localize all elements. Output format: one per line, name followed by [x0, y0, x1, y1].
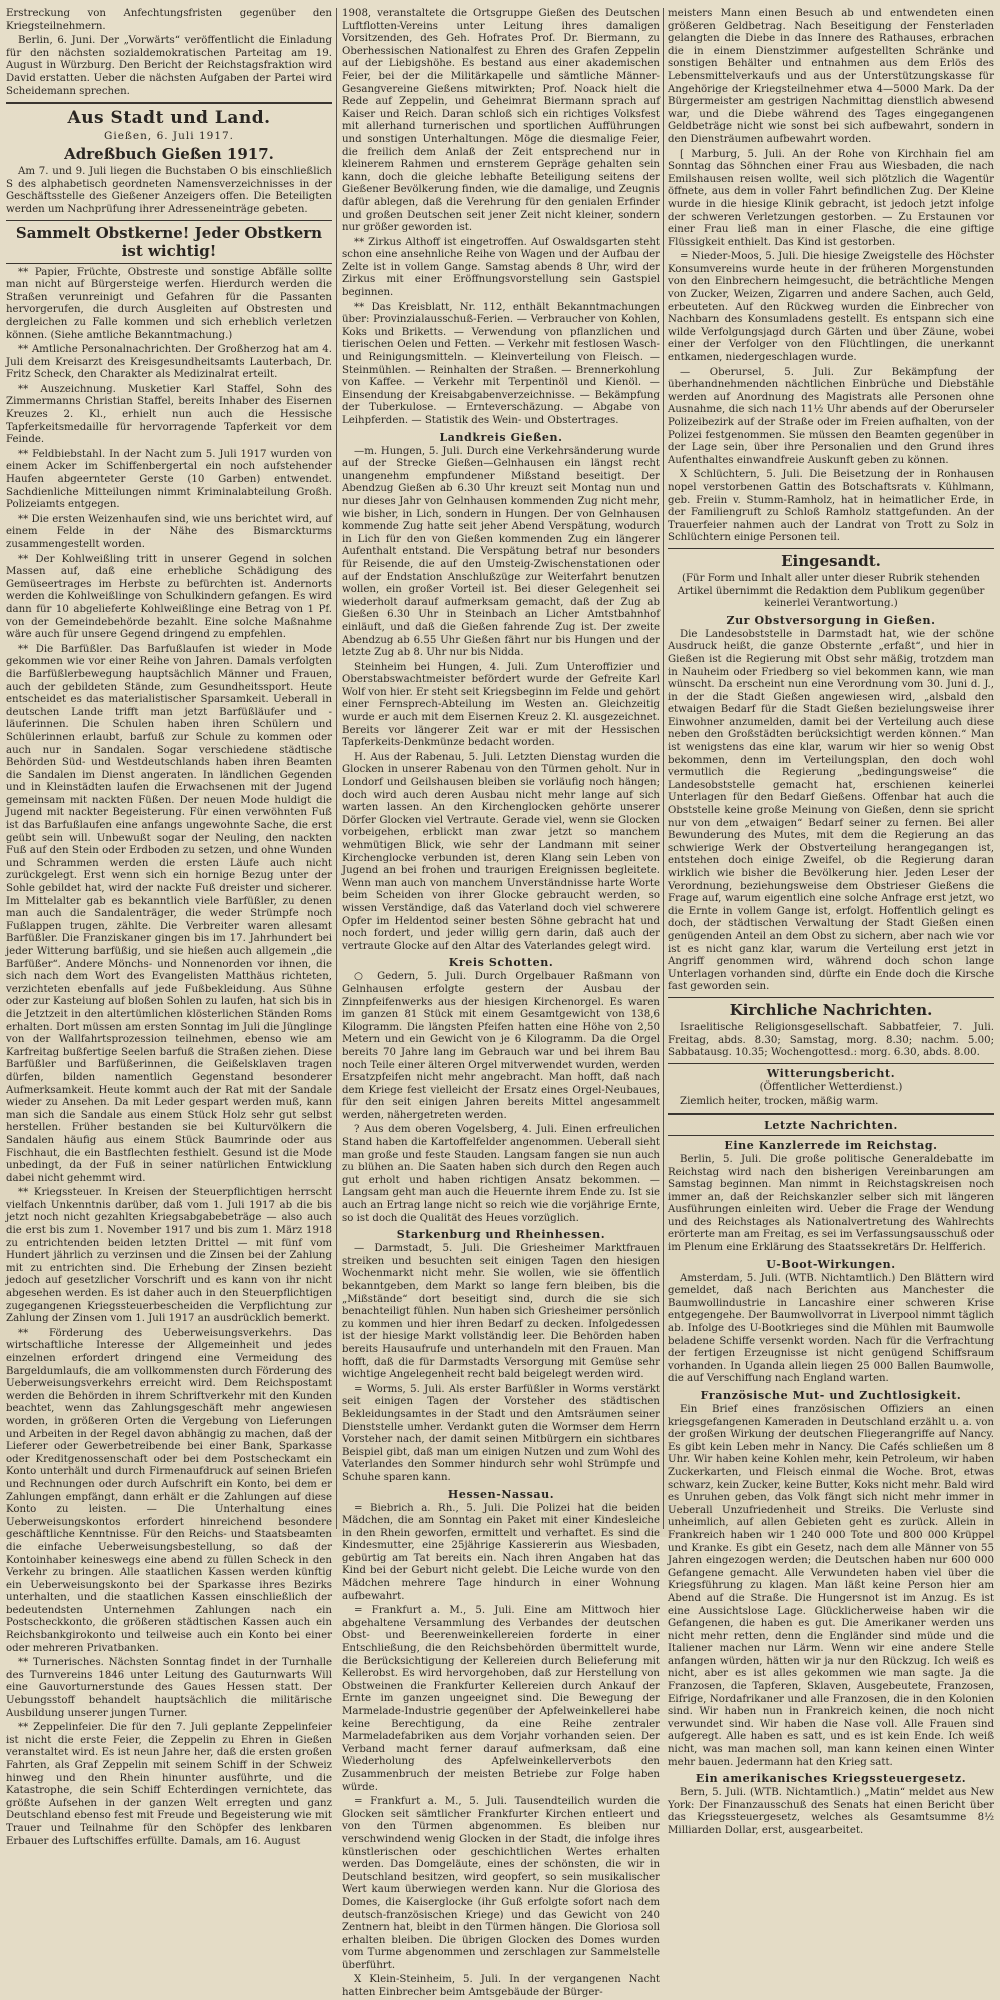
article-text: — Oberursel, 5. Juli. Zur Bekämpfung der überhandnehmenden nächtlichen Einbrüche und Diebstähle werden auf Anordnung des Magistrats alle Personen ohne Ausnahme, die sich nach 11½ Uhr abends auf der Oberurseler Polizeibezirk auf der Straße oder im Freien aufhalten, von der Polizei festgenommen. Sie müssen den Beamten gegenüber in der Lage sein, über ihre Personalien und den Grund ihres Aufenthaltes einwandfreie Auskunft geben zu können. — [668, 366, 994, 466]
article-text: Israelitische Religionsgesellschaft. Sabbatfeier, 7. Juli. Freitag, abds. 8.30; Samstag, morg. 8.30; nachm. 5.00; Sabbatausg. 10.35; Wochengottesd.: morg. 6.30, abds. 8.00. — [668, 1021, 994, 1059]
article-text: ** Zirkus Althoff ist eingetroffen. Auf Oswaldsgarten steht schon eine ansehnliche Reihe von Wagen und der Aufbau der Zelte ist in vollem Gange. Samstag abends 8 Uhr, wird der Zirkus mit einer Eröffnungsvorstellung sein Gastspiel beginnen. — [342, 236, 660, 299]
divider — [668, 1135, 994, 1136]
article-text: = Worms, 5. Juli. Als erster Barfüßler in Worms verstärkt seit einigen Tagen der Vorsteher des städtischen Bekleidungsamtes in der Stadt und den Amtsräumen seiner Dienststelle umher. Verdankt guten die Wormser dem Herrn Vorsteher nach, der damit seinen Mitbürgern ein sichtbares Beispiel gibt, daß man um einigen Nutzen und zum Wohl des Vaterlandes den Sommer hindurch sehr wohl Strümpfe und Schuhe sparen kann. — [342, 1383, 660, 1483]
article-text: — Darmstadt, 5. Juli. Die Griesheimer Marktfrauen streiken und besuchten seit einigen Tagen den hiesigen Wochenmarkt nicht mehr. Sie wollen, wie sie öffentlich bekanntgeben, dem Markt so lange fern bleiben, bis die „Mißstände“ dort beseitigt sind, durch die sie sich benachteiligt fühlen. Nun haben sich Griesheimer persönlich zu kommen und hier ihren Bedarf zu decken. Infolgedessen ist der hiesige Markt vollständig leer. Die Behörden haben bereits Hausaufrufe und unterhandeln mit den Frauen. Man hofft, daß die für Darmstadts Versorgung mit Gemüse sehr wichtige Angelegenheit recht bald beigelegt werden wird. — [342, 1243, 660, 1381]
article-text: ** Der Kohlweißling tritt in unserer Gegend in solchen Massen auf, daß eine erhebliche Schädigung des Gemüseertrages im Herbste zu befürchten ist. Andernorts werden die Kohlweißlinge von Schulkindern gefangen. Es wird dann für 10 abgelieferte Kohlweißlinge eine Betrag von 1 Pf. von der Gemeindebehörde bezahlt. Eine solche Maßnahme wäre auch für unsere Gegend dringend zu empfehlen. — [6, 553, 332, 641]
region-heading: Starkenburg und Rheinhessen. — [396, 1228, 606, 1242]
region-heading: Kreis Schotten. — [448, 956, 554, 970]
article-text: Die Landesobststelle in Darmstadt hat, wie der schöne Ausdruck heißt, die ganze Obsternte „erfaßt“, und hier in Gießen ist die Regierung mit Obst sehr mäßig, trotzdem man in Nauheim oder Friedberg so viel bekommen kann, wie man wünscht. Da erscheint nun eine Verordnung vom 30. Juni d. J., in der die Stadt Gießen angewiesen wird, „alsbald den etwaigen Bedarf für die Stadt Gießen bezielungsweise ihrer Einwohner anzumelden, damit bei der Verteilung auch diese neben den Großstädten berücksichtigt werden können.“ Man ist wenigstens das eine klar, warum wir hier so wenig Obst bekommen, denn im Verteilungsplan, den doch wohl vermutlich die Regierung „bedingungsweise“ die Landesobststelle gemacht hat, erschienen keinerlei Unterlagen für den Bedarf Gießens. Offenbar hat auch die Obststelle keine große Meinung von Gießen, denn sie spricht nur von dem „etwaigen“ Bedarf seiner zu fernen. Bei aller Bewunderung des Mutes, mit dem die Regierung an das schwierige Werk der Obstverteilung herangegangen ist, entstehen doch einige Zweifel, ob die Regierung daran wirklich wie bisher die Bevölkerung hier. Jeden Leser der Verordnung, beziehungsweise dem Obstrieser Gießens die Frage auf, warum eigentlich eine solche Anfrage erst jetzt, wo die Ernte in vollem Gange ist, erfolgt. Hoffentlich gelingt es doch, der städtischen Verwaltung der Stadt Gießen einen genügenden Anteil an dem Obst zu sichern, aber nach wie vor ist es nicht ganz klar, warum die Verteilung erst jetzt in Angriff genommen wird, während doch schon lange Unterlagen vorhanden sind, dürfte ein Ende doch die Kirsche fast geworden sein. — [668, 628, 994, 993]
article-text: [ Marburg, 5. Juli. An der Rohe von Kirchhain fiel am Sonntag das Söhnchen einer Frau aus Wiesbaden, die nach Emilshausen reisen wollte, weil sich plötzlich die Wagentür öffnete, aus dem in voller Fahrt befindlichen Zug. Der Kleine wurde in die hiesige Klinik gebracht, ist jedoch jetzt infolge der schweren Verletzungen gestorben. — Zu Erstaunen vor einer Frau ließ man in einer Flasche, die eine giftige Flüssigkeit enthielt. Das Kind ist gestorben. — [668, 148, 994, 248]
subheading: (Öffentlicher Wetterdienst.) — [759, 1081, 903, 1093]
headline: Eingesandt. — [781, 551, 881, 570]
divider — [668, 1113, 994, 1115]
article-text: ** Feldbiebstahl. In der Nacht zum 5. Juli 1917 wurden von einem Acker im Schiffenbergertal ein noch aufstehender Haufen abgeernteter Gerste (10 Garben) entwendet. Sachdienliche Mitteilungen nimmt Kriminalabteilung Großh. Polizeiamts entgegen. — [6, 448, 332, 511]
column-rule — [663, 8, 664, 1529]
article-text: Steinheim bei Hungen, 4. Juli. Zum Unteroffizier und Oberstabswachtmeister befördert wurde der Gefreite Karl Wolf von hier. Er steht seit Kriegsbeginn im Felde und gehört einer Fernsprech-Abteilung im Westen an. Gleichzeitig wurde er auch mit dem Eisernen Kreuz 2. Kl. ausgezeichnet. Bereits vor längerer Zeit war er mit der Hessischen Tapferkeits-Denkmünze bedacht worden. — [342, 661, 660, 749]
region-heading: Landkreis Gießen. — [439, 430, 563, 444]
divider — [668, 997, 994, 998]
article-text: Ein Brief eines französischen Offiziers an einen kriegsgefangenen Kameraden in Deutschland erzählt u. a. von der großen Wirkung der deutschen Fliegerangriffe auf Nancy. Es gibt kein Leben mehr in Nancy. Die Cafés schließen um 8 Uhr. Wir haben keine Kohlen mehr, kein Petroleum, wir haben Zuckerkarten, und Fleisch einmal die Woche. Brot, etwas schwarz, kein Zucker, keine Butter, Koks nicht mehr. Bald wird es Unruhen geben, das Volk fängt sich nicht mehr immer in Ueberall Unzufriedenheit und Streiks. Die Verluste sind unheimlich, auf allen Gebieten geht es zurück. Allein in Frankreich haben wir 1 240 000 Tote und 800 000 Krüppel und Kranke. Es gibt ein Gesetz, nach dem alle Männer von 55 Jahren eingezogen werden; die Deutschen haben nur 600 000 Gefangene gemacht. Alle Verwundeten haben viel über die Kriegsführung zu klagen. Man läßt keine Person hier am Abend auf die Straße. Die Hungersnot ist im Anzug. Es ist eine Aussichtslose Lage. Glücklicherweise haben wir die Gefangenen, die haben es gut. Die Amerikaner werden uns nicht mehr retten, denn die Engländer sind müde und die Italiener machen nur Lärm. Wenn wir eine andere Stelle anfangen würden, hätten wir ja nur den Rückzug. Ich weiß es nicht, aber es ist alles gekommen wie man sagte. Ja die Franzosen, die Tapferen, Sklaven, Ausgebeutete, Franzosen, Eifrige, Nordafrikaner und alle Franzosen, die in den Kolonien sind. Wir haben nun in Frankreich keinen, die noch nicht verwundet sind. Wir haben die Nase voll. Alle Frauen sind aufgeregt. Alle haben es satt, und es ist kein Ende. Ich weiß nicht, was man machen soll, man kann keinen einen Winter mehr bauen. Jedermann hat den Krieg satt. — [668, 1404, 994, 1768]
article-heading: Witterungsbericht. — [766, 1066, 896, 1080]
section-title: Aus Stadt und Land. — [67, 108, 271, 129]
column-rule — [336, 8, 337, 1529]
headline: Adreßbuch Gießen 1917. — [64, 145, 274, 164]
column-3 — [668, 8, 994, 1836]
headline: Kirchliche Nachrichten. — [729, 1000, 933, 1019]
article-text: Berlin, 6. Juni. Der „Vorwärts“ veröffentlicht die Einladung für den nächsten sozialdemokratischen Parteitag am 19. August in Würzburg. Den Bericht der Reichstagsfraktion wird David erstatten. Ueber die nächsten Aufgaben der Partei wird Scheidemann sprechen. — [6, 35, 332, 97]
headline: Sammelt Obstkerne! Jeder Obstkern ist wichtig! — [15, 223, 323, 260]
article-text: H. Aus der Rabenau, 5. Juli. Letzten Dienstag wurden die Glocken in unserer Rabenau von den Türmen geholt. Nur in Londorf und Geilshausen bleiben sie vorläufig noch hängen; doch wird auch deren Ausbau nicht mehr lange auf sich warten lassen. An den Kirchenglocken gehörte unserer Dörfer Glocken viel Vertraute. Gerade viel, wenn sie Glocken vorbeigehen, erblickt man zwar jetzt so manchem wehmütigen Blick, wie sehr der Landmann mit seiner Kirchenglocke verbunden ist, deren Klang sein Leben von Jugend an bei frohen und traurigen Ereignissen begleitete. Wenn man auch von manchem Unverständnisse harte Worte beim Scheiden von ihrer Glocke gebraucht werden, so wissen Verständige, daß das Vaterland doch viel schwerere Opfer im Heldentod seiner besten Söhne gebracht hat und noch fordert, und jeder willig gern darin, daß auch der vertraute Glocke auf den Altar des Vaterlandes gelegt wird. — [342, 751, 660, 952]
article-text: X Klein-Steinheim, 5. Juli. In der vergangenen Nacht hatten Einbrecher beim Amtsgebäude der Bürger- — [342, 1974, 660, 1999]
article-text: 1908, veranstaltete die Ortsgruppe Gießen des Deutschen Luftflotten-Vereins unter Leitung ihres damaligen Vorsitzenden, des Geh. Hofrates Prof. Dr. Biermann, zu Oberhessischen Nationalfest zu Ehren des Grafen Zeppelin auf der Liebigshöhe. Es bestand aus einer akademischen Feier, bei der die Militärkapelle und sämtliche Männer-Gesangvereine Gießens mitwirkten; Prof. Noack hielt die Rede auf Zeppelin, und Geheimrat Biermann sprach auf Kaiser und Reich. Daran schloß sich ein richtiges Volksfest mit allerhand turnerischen und sportlichen Aufführungen und sonstigen Unterhaltungen. Möge die diesmalige Feier, die freilich dem Anlaß der Zeit entsprechend nur in kleinerem Rahmen und ernsterem Gepräge gehalten sein kann, doch die gleiche lebhafte Beteiligung seitens der Gießener Bevölkerung finden, wie die damalige, und Zeugnis dafür ablegen, daß die Verehrung für den genialen Erfinder und großen Deutschen seit jener Zeit nicht kleiner, sondern nur größer geworden ist. — [342, 8, 660, 234]
article-text: Erstreckung von Anfechtungsfristen gegenüber den Kriegsteilnehmern. — [6, 8, 332, 32]
article-text: Amsterdam, 5. Juli. (WTB. Nichtamtlich.) Den Blättern wird gemeldet, daß nach Berichten aus Manchester die Baumwollindustrie in Lancashire einer schweren Krise entgegengehe. Der Baumwollvorrat in Liverpool nimmt täglich ab. Infolge des U-Bootkrieges sind die Mühlen mit Baumwolle beladene Schiffe versenkt worden. Nach für die Verfrachtung der fertigen Erzeugnisse ist nicht genügend Schiffsraum vorhanden. In Uganda allein liegen 25 000 Ballen Baumwolle, die auf Verschiffung nach England warten. — [668, 1272, 994, 1385]
article-text: ? Aus dem oberen Vogelsberg, 4. Juli. Einen erfreulichen Stand haben die Kartoffelfelder angenommen. Ueberall sieht man große und feste Stauden. Langsam fangen sie nun auch zu blühen an. Die Saaten haben sich durch den Regen auch gut erholt und haben richtigen Ansatz bekommen. — Langsam geht man auch die Heuernte ihrem Ende zu. Ist sie auch an Ertrag lange nicht so reich wie die vorjährige Ernte, so ist doch die Qualität des Heues vorzüglich. — [342, 1124, 660, 1224]
article-text: = Frankfurt a. M., 5. Juli. Eine am Mittwoch hier abgehaltene Versammlung des Verbandes der deutschen Obst- und Beerenweinkellereien forderte in einer Entschließung, die den Reichsbehörden übermittelt wurde, die Berücksichtigung der Kellereien durch Belieferung mit Kellerobst. Es wird hervorgehoben, daß zur Herstellung von Obstweinen die Frankfurter Kellereien durch Ankauf der Ernte im ganzen ungeeignet sind. Die Bewegung der Marmelade-Industrie gegenüber der Apfelweinkellerei habe keine Berechtigung, da eine Reihe zentraler Marmeladefabriken aus dem Vorjahr vorhanden seien. Der Verband macht ferner darauf aufmerksam, daß eine Wiederholung des Apfelweinkellerverbots den Zusammenbruch der meisten Betriebe zur Folge haben würde. — [342, 1605, 660, 1793]
column-1 — [6, 8, 332, 1847]
article-heading: Eine Kanzlerrede im Reichstag. — [724, 1138, 938, 1152]
article-text: ** Papier, Früchte, Obstreste und sonstige Abfälle sollte man nicht auf Bürgersteige werfen. Hierdurch werden die Straßen verunreinigt und Gefahren für die Passanten hervorgerufen, die durch Ausgleiten auf Obstresten und dergleichen zu Falle kommen und sich erheblich verletzen können. (Siehe amtliche Bekanntmachung.) — [6, 266, 332, 341]
article-text: ** Zeppelinfeier. Die für den 7. Juli geplante Zeppelinfeier ist nicht die erste Feier, die Zeppelin zu Ehren in Gießen veranstaltet wird. Es ist neun Jahre her, daß die ersten großen Fahrten, als Graf Zeppelin mit seinem Schiff in der Schweiz hinweg und den Rhein hinunter ausführte, und die Katastrophe, die sein Schiff Echterdingen vernichtete, das größte Aufsehen in der ganzen Welt erregten und ganz Deutschland ebenso fest mit Freude und Begeisterung wie mit Trauer und Teilnahme für den Schöpfer des lenkbaren Erbauer des Luftschiffes erfüllte. Damals, am 16. August — [6, 1722, 332, 1847]
section-title: Letzte Nachrichten. — [764, 1118, 898, 1132]
divider — [6, 220, 332, 221]
article-text: ** Die ersten Weizenhaufen sind, wie uns berichtet wird, auf einem Felde in der Nähe des Bismarckturms zusammengestellt worden. — [6, 513, 332, 550]
article-text: Am 7. und 9. Juli liegen die Buchstaben O bis einschließlich S des alphabetisch geordneten Namensverzeichnisses in der Geschäftsstelle des Gießener Anzeigers offen. Die Beteiligten werden um Nachprüfung ihrer Adresseneinträge gebeten. — [6, 166, 332, 215]
article-heading: Französische Mut- und Zuchtlosigkeit. — [700, 1389, 962, 1402]
divider — [668, 1063, 994, 1064]
divider — [668, 548, 994, 549]
article-text: ** Kriegssteuer. In Kreisen der Steuerpflichtigen herrscht vielfach Unkenntnis darüber, daß vom 1. Juli 1917 ab die bis jetzt noch nicht gezahlten Kriegsabgabebeträge — also auch die erst bis zum 1. November 1917 und bis zum 1. März 1918 zu entrichtenden beiden letzten Drittel — mit fünf vom Hundert jährlich zu verzinsen und die Zinsen bei der Zahlung mit zu entrichten sind. Die Erhebung der Zinsen bezieht jedoch auf gesetzlicher Vorschrift und es kann von ihr nicht abgesehen werden. Es ist daher auch in den Steuerpflichtigen zugegangenen Kriegssteuerbescheiden die Verpflichtung zur Zahlung der Zinsen vom 1. Juli 1917 an ausdrücklich bemerkt. — [6, 1187, 332, 1325]
divider — [6, 263, 332, 264]
divider — [6, 102, 332, 104]
article-text: ** Förderung des Ueberweisungsverkehrs. Das wirtschaftliche Interesse der Allgemeinheit und jedes einzelnen erfordert dringend eine Vermeidung des Bargeldumlaufs, die am vollkommensten durch Förderung des Ueberweisungsverkehrs erreicht wird. Dem Reichspostamt werden die Behörden in ihrem Schriftverkehr mit den Kunden beachtet, wenn das Zahlungsgeschäft mehr angewiesen worden, in größeren Orten die Vergebung von Lieferungen und Arbeiten in der Regel davon abhängig zu machen, daß der Lieferer oder Gewerbetreibende bei einer Bank, Sparkasse oder Kreditgenossenschaft oder bei dem Postscheckamt ein Konto unterhält und durch Firmenaufdruck auf seinen Briefen und Rechnungen oder durch Aufschrift ein Konto, bei dem er Zahlungen empfängt, dann erhält er die Zahlungen auf diese Konto zu leisten. — Die Unterhaltung eines Ueberweisungskontos erfordert hinreichend besondere geschäftliche Kenntnisse. Für den Reichs- und Staatsbeamten die einfache Ueberweisungsbestellung, so daß der Kontoinhaber keineswegs eine abend zu füllen Scheck in den Verkehr zu bringen. Alle staatlichen Kassen werden künftig ein Ueberweisungskonto bei der Sparkasse ihres Bezirks unterhalten, und die staatlichen Kassen einschließlich der bedeutendsten Unternehmen Zahlungen nach ein Postscheckkonto, die größeren städtischen Kassen auch ein Reichsbankgirokonto und teilweise auch ein Konto bei einer oder mehreren Privatbanken. — [6, 1327, 332, 1654]
article-text: —m. Hungen, 5. Juli. Durch eine Verkehrsänderung wurde auf der Strecke Gießen—Gelnhausen ein längst recht unangenehm empfundener Mißstand beseitigt. Der Abendzug Gießen ab 6.30 Uhr kreuzt seit Montag nun und nur dieses Jahr von Gelnhausen kommenden Zug nicht mehr, wie bisher, in Lich, sondern in Hungen. Der von Gelnhausen kommende Zug hatte seit jeher Abend Verspätung, wodurch in Lich für den von Gießen kommenden Zug ein längerer Aufenthalt entstand. Die Verspätung betraf nur besonders für Reisende, die auf den Umsteig-Zwischenstationen oder auf der Endstation Anschlußzüge zur Weiterfahrt benutzen wollen, ein großer Vorteil ist. Bei dieser Gelegenheit sei wiederholt darauf aufmerksam gemacht, daß der Zug ab Gießen 6.30 Uhr in Steinbach an Licher Amtstbahnhof einläuft, und daß die Gießen fahrende Zug ist. Der zweite Abendzug ab 6.55 Uhr Gießen fährt nur bis Hungen und der letzte Zug ab 8. Uhr nur bis Nidda. — [342, 445, 660, 659]
article-text: ** Turnerisches. Nächsten Sonntag findet in der Turnhalle des Turnvereins 1846 unter Leitung des Gauturnwarts Will eine Gauvorturnerstunde des Gaues Hessen statt. Der Uebungsstoff behandelt hauptsächlich die militärische Ausbildung unserer jungen Turner. — [6, 1657, 332, 1719]
article-text: Bern, 5. Juli. (WTB. Nichtamtlich.) „Matin“ meldet aus New York: Der Finanzausschuß des Senats hat einen Bericht über das Kriegssteuergesetz, welches als Gesamtsumme 8½ Milliarden Dollar, erst, ausgearbeitet. — [668, 1787, 994, 1836]
article-text: X Schlüchtern, 5. Juli. Die Beisetzung der in Ronhausen nopel verstorbenen Gattin des Botschaftsrats v. Kühlmann, geb. Freiin v. Stumm-Ramholz, hat in heimatlicher Erde, in der Familiengruft zu Schloß Ramholz stattgefunden. An der Trauerfeier nahmen auch der Landrat von Trott zu Solz in Schlüchtern einige Personen teil. — [668, 469, 994, 544]
article-text: = Frankfurt a. M., 5. Juli. Tausendteilich wurden die Glocken seit sämtlicher Frankfurter Kirchen entleert und von den Türmen abgenommen. Es bleiben nur verschwindend wenig Glocken in der Stadt, die infolge ihres künstlerischen oder geschichtlichen Wertes erhalten werden. Das Domgeläute, eines der schönsten, die wir in Deutschland besitzen, wird geopfert, so sein musikalischer Wert kaum überwiegen werden kann. Nur die Gloriosa des Domes, die Kaiserglocke (ihr Guß erfolgte sofort nach dem deutsch-französischen Kriege) und das Gewicht von 240 Zentnern hat, bleibt in den Türmen hängen. Die Gloriosa soll erhalten bleiben. Die übrigen Glocken des Domes wurden vom Turme abgenommen und zerschlagen zur Sammelstelle überführt. — [342, 1796, 660, 1971]
region-heading: Hessen-Nassau. — [447, 1487, 555, 1501]
article-heading: Ein amerikanisches Kriegssteuergesetz. — [695, 1772, 967, 1786]
article-text: ○ Gedern, 5. Juli. Durch Orgelbauer Raßmann von Gelnhausen erfolgte gestern der Ausbau der Zinnpfeifenwerks aus der hiesigen Kirchenorgel. Es waren im ganzen 81 Stück mit einem Gesamtgewicht von 138,6 Kilogramm. Die längsten Pfeifen hatten eine Höhe von 2,50 Metern und ein Gewicht von je 6 Kilogramm. Da die Orgel bereits 70 Jahre lang im Gebrauch war und bei ihrem Bau noch Teile einer älteren Orgel mitverwendet wurden, werden Ersatzpfeifen nicht mehr angebracht. Man hofft, daß nach dem Kriege fest vielleicht der Ersatz eines Orgel-Neubaues, für den seit einigen Jahren bereits Mittel angesammelt werden, nähergetreten werden. — [342, 971, 660, 1121]
dateline: Gießen, 6. Juli 1917. — [103, 130, 235, 143]
disclaimer: (Für Form und Inhalt aller unter dieser Rubrik stehenden Artikel übernimmt die Redaktion dem Publikum gegenüber keinerlei Verantwortung.) — [677, 572, 985, 610]
article-heading: U-Boot-Wirkungen. — [766, 1257, 896, 1271]
article-text: ** Auszeichnung. Musketier Karl Staffel, Sohn des Zimmermanns Christian Staffel, bereits Inhaber des Eisernen Kreuzes 2. Kl., erhielt nun auch die Hessische Tapferkeitsmedaille für hervorragende Tapferkeit vor dem Feinde. — [6, 383, 332, 446]
article-heading: Zur Obstversorgung in Gießen. — [726, 613, 936, 627]
article-text: = Nieder-Moos, 5. Juli. Die hiesige Zweigstelle des Höchster Konsumvereins wurde heute in der früheren Morgenstunden von den Einbrechern heimgesucht, die beträchtliche Mengen von Zucker, Weizen, Zigarren und andere Sachen, auch Geld, erbeuteten. Auf den Rückweg wurden die Einbrecher von Nachbarn des Konsumladens gestellt. Es entspann sich eine wilde Verfolgungsjagd durch Gärten und über Zäune, wobei einer der Verfolger von den Flüchtlingen, die unerkannt entkamen, niedergeschlagen wurde. — [668, 251, 994, 364]
article-text: meisters Mann einen Besuch ab und entwendeten einen größeren Geldbetrag. Nach Beseitigung der Fensterladen gelangten die Diebe in das Innere des Rathauses, erbrachen die in einem Dienstzimmer aufgestellten Schränke und sonstigen Behälter und entnahmen aus dem Erlös des Lebensmittelverkaufs und aus der Unterstützungskasse für Angehörige der Kriegsteilnehmer etwa 4—5000 Mark. Da der Bürgermeister am gestrigen Nachmittag dienstlich abwesend war, und die Diebe während des Tages eingegangenen Geldbeträge nicht wie sonst bei sich aufbewahrt, sondern in den Diensträumen aufbewahrt worden. — [668, 8, 994, 145]
article-text: Ziemlich heiter, trocken, mäßig warm. — [680, 1096, 879, 1108]
article-text: ** Das Kreisblatt, Nr. 112, enthält Bekanntmachungen über: Provinzialausschuß-Ferien. — Verbraucher von Kohlen, Koks und Briketts. — Verwendung von pflanzlichen und tierischen Oelen und Fetten. — Verkehr mit festlosen Wasch- und Reinigungsmitteln. — Kleinverteilung von Fleisch. — Steinmühlen. — Reinhalten der Straßen. — Brennerkohlung von Kaffee. — Verkehr mit Terpentinöl und Kienöl. — Einsendung der Kreisabgabenverzeichnisse. — Bekämpfung der Tuberkulose. — Ernteverschäzung. — Abgabe von Leihpferden. — Statistik des Wein- und Obstertrages. — [342, 301, 660, 426]
article-text: Berlin, 5. Juli. Die große politische Generaldebatte im Reichstag wird nach den bisherigen Vereinbarungen am Samstag beginnen. Man nimmt in Reichstagskreisen noch immer an, daß der Reichskanzler selber sich mit längeren Ausführungen einleiten wird. Ueber die Frage der Wendung und des Reichstages als Nationalvertretung des Wahlrechts erörterte man am Freitag, es sei im Verfassungsausschuß oder im Plenum eine Erklärung des Staatssekretärs Dr. Helfferich. — [668, 1153, 994, 1254]
article-text: ** Die Barfüßler. Das Barfußlaufen ist wieder in Mode gekommen wie vor einer Reihe von Jahren. Damals verfolgten die Barfüßlerbewegung hauptsächlich Männer und Frauen, auch der gebildeten Stände, zum Gesundheitssport. Heute entscheidet es das materialistischer Sparsamkeit. Ueberall in deutschen Lande trifft man jetzt Barfüßläufer und -läuferinnen. Die Schulen haben ihren Schülern und Schülerinnen erlaubt, barfuß zur Schule zu kommen oder auch nur in Sandalen. Sogar verschiedene städtische Behörden Süd- und Westdeutschlands haben ihren Beamten die Sandalen im Dienst angeraten. In ländlichen Gegenden und in Kleinstädten laufen die Erwachsenen mit der Jugend gemeinsam mit nackten Füßen. Der neuen Mode huldigt die Jugend mit nackter Begeisterung. Für einen verwöhnten Fuß ist das Barfußlaufen eine anfangs ungewohnte Sache, die erst geübt sein will. Unbewußt sogar der Neuling, den nackten Fuß auf den Stein oder Erdboden zu setzen, und ohne Wunden und Schrammen werden die ersten Läufe auch nicht zurückgelegt. Erst wenn sich ein hornige Bezug unter der Sohle gebildet hat, wird der nackte Fuß dreister und sicherer. Im Mittelalter gab es bekanntlich viele Barfüßler, zu denen man auch die Sandalenträger, die weder Strümpfe noch Fußlappen trugen, zählte. Die Verbreiter waren allesamt Barfüßler. Die Franziskaner gingen bis im 17. Jahrhundert bei jeder Witterung barfüßig, und sie hießen auch allgemein „die Barfüßer“. Andere Mönchs- und Nonnenorden vor ihnen, die sich nach dem Wort des Evangelisten Matthäus richteten, verzichteten ebenfalls auf jede Fußbekleidung. Aus Sühne oder zur Kasteiung auf bloßen Sohlen zu laufen, hat sich bis in die Jetztzeit in den altertümlichen klösterlichen Ständen Roms erhalten. Dort müssen am ersten Sonntag im Juli die Jünglinge von der Wallfahrtsprozession teilnehmen, ebenso wie am Karfreitag bußfertige Seelen barfuß die Straßen ziehen. Diese Barfüßler und Barfüßerinnen, die Geißelsklaven tragen dürfen, bilden namentlich Gegenstand besonderer Aufmerksamkeit. Heute kommt auch der Rat mit der Sandale wieder zu Ansehen. Da mit Leder gespart werden muß, kann man sich die Sandale aus einem Stück Holz sehr gut selbst herstellen. Früher bestanden sie bei Kulturvölkern die Sandalen häufig aus einem Stück Baumrinde oder aus Fischhaut, die ein Bastflechten festhielt. Gesund ist die Mode unbedingt, da der Fuß in seiner natürlichen Entwicklung dabei nicht gehemmt wird. — [6, 643, 332, 1184]
article-text: ** Amtliche Personalnachrichten. Der Großherzog hat am 4. Juli dem Kreisarzt des Kreisgesundheitsamts Lauterbach, Dr. Fritz Scheck, den Charakter als Medizinalrat erteilt. — [6, 344, 332, 381]
article-text: = Biebrich a. Rh., 5. Juli. Die Polizei hat die beiden Mädchen, die am Sonntag ein Paket mit einer Kindesleiche in den Rhein geworfen, ermittelt und verhaftet. Es sind die Kindesmutter, eine 25jährige Kassiererin aus Wiesbaden, gebürtig am Tat bereits ein. Nach ihren Angaben hat das Kind bei der Geburt nicht gelebt. Die Leiche wurde von den Mädchen mehrere Tage hindurch in einer Wohnung aufbewahrt. — [342, 1502, 660, 1602]
column-2 — [342, 8, 660, 1999]
